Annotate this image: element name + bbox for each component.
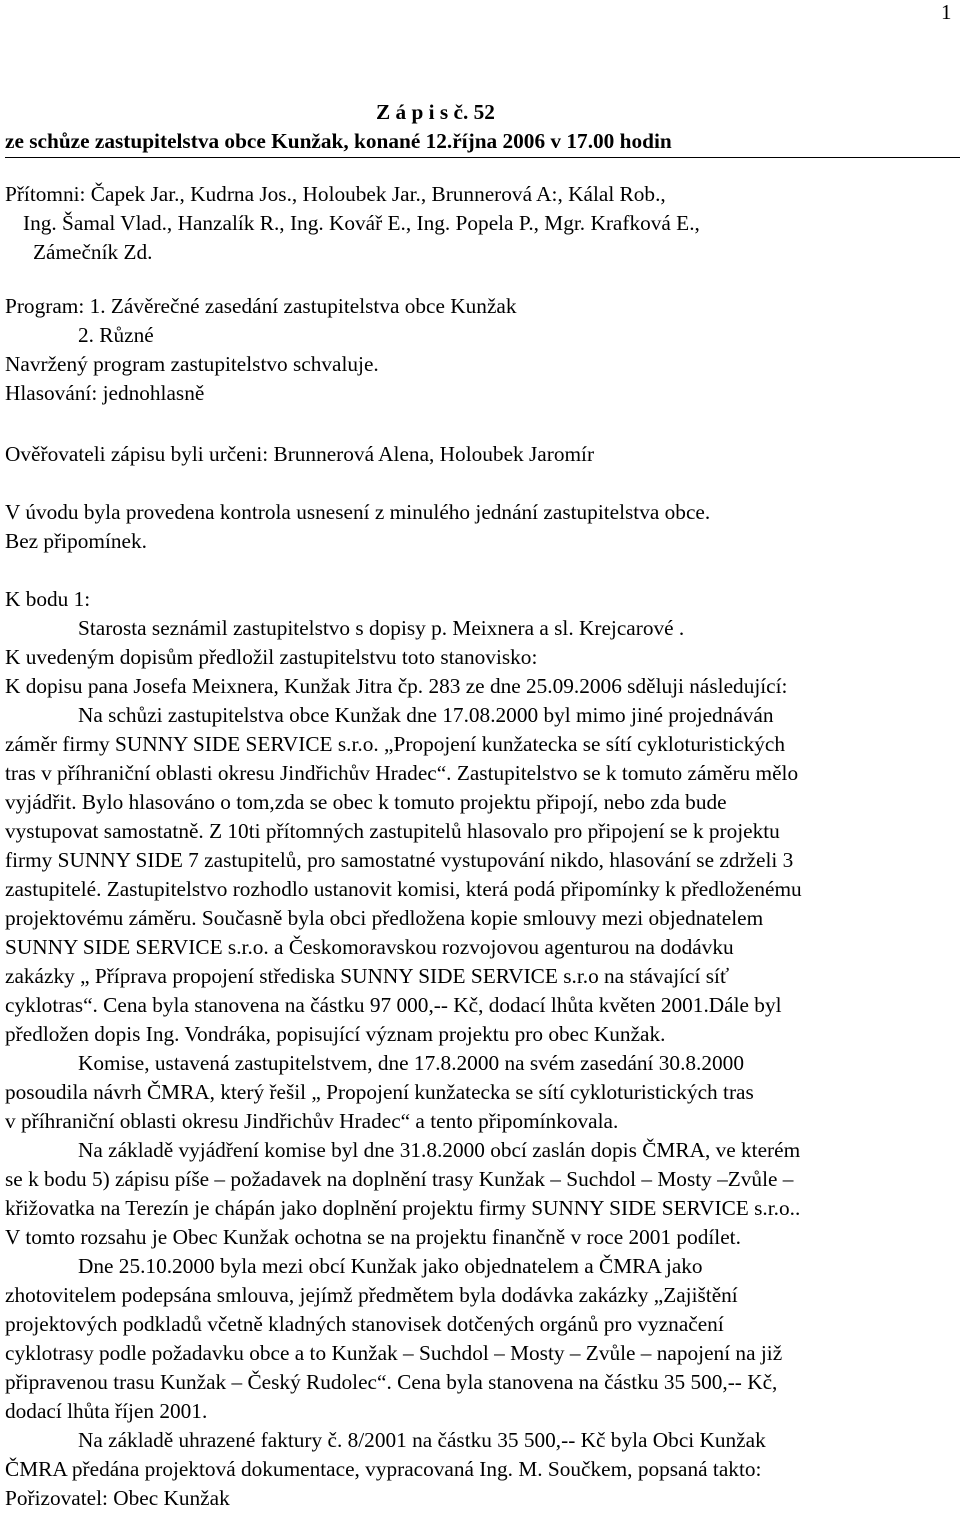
document-line: tras v příhraniční oblasti okresu Jindřichův Hradec“. Zastupitelstvo se k tomuto záměru mělo: [5, 761, 799, 785]
document-line: křižovatka na Terezín je chápán jako doplnění projektu firmy SUNNY SIDE SERVICE s.r.o..: [5, 1196, 801, 1220]
document-line: posoudila návrh ČMRA, který řešil „ Propojení kunžatecka se sítí cykloturistických tras: [5, 1080, 754, 1104]
document-line: cyklotras“. Cena byla stanovena na částku 97 000,-- Kč, dodací lhůta květen 2001.Dále byl: [5, 993, 782, 1017]
document-line: dodací lhůta říjen 2001.: [5, 1399, 208, 1423]
document-line: Ověřovateli zápisu byli určeni: Brunnerová Alena, Holoubek Jaromír: [5, 442, 595, 466]
document-line: Přítomni: Čapek Jar., Kudrna Jos., Holoubek Jar., Brunnerová A:, Kálal Rob.,: [5, 182, 666, 206]
document-line: V tomto rozsahu je Obec Kunžak ochotna se na projektu finančně v roce 2001 podílet.: [5, 1225, 741, 1249]
document-line: K uvedeným dopisům předložil zastupitelstvu toto stanovisko:: [5, 645, 538, 669]
document-line: K dopisu pana Josefa Meixnera, Kunžak Jitra čp. 283 ze dne 25.09.2006 sděluji následující:: [5, 674, 788, 698]
document-line: Na základě uhrazené faktury č. 8/2001 na částku 35 500,-- Kč byla Obci Kunžak: [78, 1428, 766, 1452]
document-line: Ing. Šamal Vlad., Hanzalík R., Ing. Kovář E., Ing. Popela P., Mgr. Krafková E.,: [23, 211, 700, 235]
title-rule: [5, 157, 960, 158]
document-line: Bez připomínek.: [5, 529, 147, 553]
document-title: Z á p i s č. 52: [376, 100, 495, 124]
document-line: Hlasování: jednohlasně: [5, 381, 205, 405]
document-line: zakázky „ Příprava propojení střediska SUNNY SIDE SERVICE s.r.o na stávající síť: [5, 964, 730, 988]
document-line: záměr firmy SUNNY SIDE SERVICE s.r.o. „Propojení kunžatecka se sítí cykloturistických: [5, 732, 786, 756]
document-line: v příhraniční oblasti okresu Jindřichův Hradec“ a tento připomínkovala.: [5, 1109, 619, 1133]
document-line: V úvodu byla provedena kontrola usnesení z minulého jednání zastupitelstva obce.: [5, 500, 711, 524]
document-line: Program: 1. Závěrečné zasedání zastupitelstva obce Kunžak: [5, 294, 517, 318]
document-line: Navržený program zastupitelstvo schvaluje.: [5, 352, 379, 376]
document-line: ČMRA předána projektová dokumentace, vypracovaná Ing. M. Součkem, popsaná takto:: [5, 1457, 762, 1481]
document-line: Na základě vyjádření komise byl dne 31.8.2000 obcí zaslán dopis ČMRA, ve kterém: [78, 1138, 801, 1162]
document-line: Komise, ustavená zastupitelstvem, dne 17.8.2000 na svém zasedání 30.8.2000: [78, 1051, 744, 1075]
page-number: 1: [941, 0, 952, 24]
document-line: projektových podkladů včetně kladných stanovisek dotčených orgánů pro vyznačení: [5, 1312, 724, 1336]
document-line: Zámečník Zd.: [33, 240, 153, 264]
document-line: 2. Různé: [78, 323, 154, 347]
document-line: předložen dopis Ing. Vondráka, popisující význam projektu pro obec Kunžak.: [5, 1022, 666, 1046]
document-line: Starosta seznámil zastupitelstvo s dopisy p. Meixnera a sl. Krejcarové .: [78, 616, 685, 640]
document-line: připravenou trasu Kunžak – Český Rudolec“. Cena byla stanovena na částku 35 500,-- Kč,: [5, 1370, 778, 1394]
document-line: Pořizovatel: Obec Kunžak: [5, 1486, 230, 1510]
document-line: zhotovitelem podepsána smlouva, jejímž předmětem byla dodávka zakázky „Zajištění: [5, 1283, 738, 1307]
document-subtitle: ze schůze zastupitelstva obce Kunžak, konané 12.října 2006 v 17.00 hodin: [5, 129, 672, 153]
document-line: cyklotrasy podle požadavku obce a to Kunžak – Suchdol – Mosty – Zvůle – napojení na již: [5, 1341, 783, 1365]
document-line: se k bodu 5) zápisu píše – požadavek na doplnění trasy Kunžak – Suchdol – Mosty –Zvůle –: [5, 1167, 794, 1191]
document-line: projektovému záměru. Současně byla obci předložena kopie smlouvy mezi objednatelem: [5, 906, 764, 930]
document-line: Na schůzi zastupitelstva obce Kunžak dne 17.08.2000 byl mimo jiné projednáván: [78, 703, 774, 727]
document-line: vyjádřit. Bylo hlasováno o tom,zda se obec k tomuto projektu připojí, nebo zda bude: [5, 790, 727, 814]
document-line: SUNNY SIDE SERVICE s.r.o. a Českomoravskou rozvojovou agenturou na dodávku: [5, 935, 734, 959]
document-line: vystupovat samostatně. Z 10ti přítomných zastupitelů hlasovalo pro připojení se k projektu: [5, 819, 780, 843]
document-line: zastupitelé. Zastupitelstvo rozhodlo ustanovit komisi, která podá připomínky k předloženému: [5, 877, 802, 901]
document-line: firmy SUNNY SIDE 7 zastupitelů, pro samostatné vystupování nikdo, hlasování se zdrželi 3: [5, 848, 794, 872]
document-line: Dne 25.10.2000 byla mezi obcí Kunžak jako objednatelem a ČMRA jako: [78, 1254, 703, 1278]
document-line: K bodu 1:: [5, 587, 91, 611]
